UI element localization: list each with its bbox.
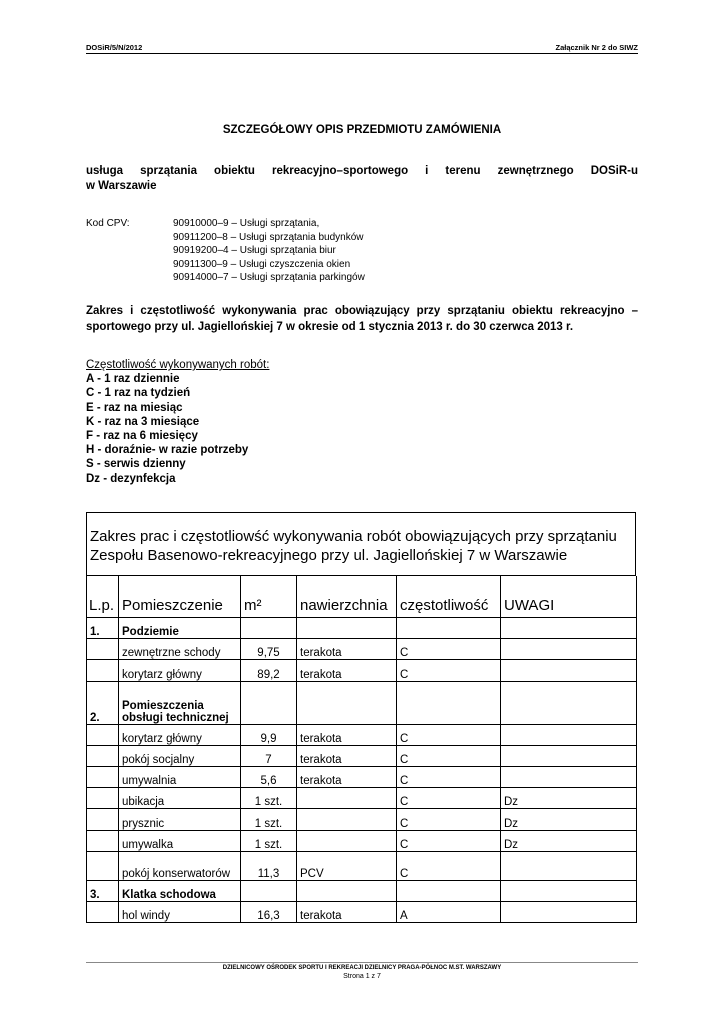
cell-lp xyxy=(87,851,119,880)
page-header xyxy=(86,43,638,54)
cell-room: Podziemie xyxy=(119,618,241,639)
cell-area: 9,9 xyxy=(241,724,297,745)
cell-surface: terakota xyxy=(297,724,397,745)
cell-room: Pomieszczenia obsługi technicznej xyxy=(119,681,241,724)
subject-word: zewnętrznego xyxy=(497,165,574,177)
subject-word: usługa xyxy=(86,165,124,177)
cell-surface: terakota xyxy=(297,901,397,922)
header-notes: UWAGI xyxy=(501,576,637,618)
cell-room: pokój konserwatorów xyxy=(119,851,241,880)
header-surface: nawierzchnia xyxy=(297,576,397,618)
scope-table-wrapper xyxy=(86,512,636,923)
table-row xyxy=(87,660,637,681)
cell-area xyxy=(241,880,297,901)
cell-lp xyxy=(87,745,119,766)
cell-notes: Dz xyxy=(501,788,637,809)
subject-word: i xyxy=(425,165,429,177)
frequency-item: A - 1 raz dziennie xyxy=(86,373,180,386)
cell-surface: terakota xyxy=(297,639,397,660)
cell-frequency: C xyxy=(397,639,501,660)
cell-area xyxy=(241,618,297,639)
cell-frequency xyxy=(397,880,501,901)
scope-statement: Zakres i częstotliwość wykonywania prac obowiązujący przy sprzątaniu obiektu rekreacyjno – sportowego przy ul. Jagiellońskiej 7 w okresie od 1 stycznia 2013 r. do 30 czerwca 2013 r. xyxy=(86,305,638,333)
header-room: Pomieszczenie xyxy=(119,576,241,618)
page-number: Strona 1 z 7 xyxy=(343,973,381,980)
cell-frequency: C xyxy=(397,851,501,880)
cell-surface: terakota xyxy=(297,766,397,787)
cell-notes: Dz xyxy=(501,830,637,851)
frequency-item: K - raz na 3 miesiące xyxy=(86,415,200,428)
frequency-item: E - raz na miesiąc xyxy=(86,401,183,414)
cell-lp: 3. xyxy=(87,880,119,901)
cell-surface: terakota xyxy=(297,745,397,766)
cell-frequency xyxy=(397,681,501,724)
footer-organization: DZIELNICOWY OŚRODEK SPORTU I REKREACJI DZIELNICY PRAGA-PÓŁNOC M.ST. WARSZAWY xyxy=(222,965,502,971)
table-row xyxy=(87,681,637,724)
cell-frequency: C xyxy=(397,724,501,745)
cpv-item: 90914000–7 – Usługi sprzątania parkingów xyxy=(173,272,365,283)
cpv-item: 90919200–4 – Usługi sprzątania biur xyxy=(173,245,336,256)
frequency-item: Dz - dezynfekcja xyxy=(86,472,176,485)
cell-lp: 2. xyxy=(87,681,119,724)
cell-frequency: C xyxy=(397,830,501,851)
cell-notes: Dz xyxy=(501,809,637,830)
cell-room: hol windy xyxy=(119,901,241,922)
cell-lp xyxy=(87,660,119,681)
cell-area: 7 xyxy=(241,745,297,766)
cell-area xyxy=(241,681,297,724)
cell-notes xyxy=(501,851,637,880)
cell-room: Klatka schodowa xyxy=(119,880,241,901)
cell-surface xyxy=(297,618,397,639)
cell-notes xyxy=(501,618,637,639)
cell-notes xyxy=(501,639,637,660)
cell-notes xyxy=(501,766,637,787)
cell-frequency: C xyxy=(397,766,501,787)
table-row xyxy=(87,830,637,851)
frequency-item: H - doraźnie- w razie potrzeby xyxy=(86,444,249,457)
subject-word: DOSiR-u xyxy=(590,165,638,177)
cell-surface xyxy=(297,809,397,830)
cell-notes xyxy=(501,681,637,724)
cell-area: 1 szt. xyxy=(241,830,297,851)
cell-frequency: C xyxy=(397,809,501,830)
rooms-table xyxy=(86,576,637,923)
cell-lp xyxy=(87,830,119,851)
cell-notes xyxy=(501,745,637,766)
rooms-table-body xyxy=(87,576,637,923)
page-title: SZCZEGÓŁOWY OPIS PRZEDMIOTU ZAMÓWIENIA xyxy=(222,124,502,136)
cell-area: 1 szt. xyxy=(241,809,297,830)
cell-room: korytarz główny xyxy=(119,660,241,681)
cell-room: umywalka xyxy=(119,830,241,851)
document-number: DOSiR/5/N/2012 xyxy=(86,43,143,52)
cpv-list xyxy=(173,217,493,285)
header-frequency: częstotliwość xyxy=(397,576,501,618)
cell-room: pokój socjalny xyxy=(119,745,241,766)
table-row xyxy=(87,766,637,787)
table-row xyxy=(87,851,637,880)
page-footer xyxy=(86,962,638,980)
cell-notes xyxy=(501,901,637,922)
table-row xyxy=(87,639,637,660)
cell-area: 1 szt. xyxy=(241,788,297,809)
table-row xyxy=(87,809,637,830)
cell-frequency: C xyxy=(397,745,501,766)
cell-room: ubikacja xyxy=(119,788,241,809)
cell-area: 9,75 xyxy=(241,639,297,660)
cpv-label: Kod CPV: xyxy=(86,218,130,229)
cell-room: prysznic xyxy=(119,809,241,830)
cpv-item: 90910000–9 – Usługi sprzątania, xyxy=(173,218,320,229)
cell-surface xyxy=(297,830,397,851)
cell-lp xyxy=(87,809,119,830)
subject xyxy=(86,164,638,194)
cell-surface: PCV xyxy=(297,851,397,880)
cell-room: zewnętrzne schody xyxy=(119,639,241,660)
cell-surface xyxy=(297,681,397,724)
subject-line-1 xyxy=(86,164,638,179)
cell-room: korytarz główny xyxy=(119,724,241,745)
table-caption-line-2: Zespołu Basenowo-rekreacyjnego przy ul. Jagiellońskiej 7 w Warszawie xyxy=(90,547,568,564)
cell-area: 16,3 xyxy=(241,901,297,922)
frequency-legend xyxy=(86,358,269,486)
frequency-item: F - raz na 6 miesięcy xyxy=(86,430,198,443)
header-area: m² xyxy=(241,576,297,618)
cell-lp xyxy=(87,724,119,745)
table-row xyxy=(87,618,637,639)
table-row xyxy=(87,745,637,766)
frequency-item: C - 1 raz na tydzień xyxy=(86,387,191,400)
cell-frequency xyxy=(397,618,501,639)
cell-frequency: A xyxy=(397,901,501,922)
table-header-row xyxy=(87,576,637,618)
cell-surface xyxy=(297,788,397,809)
header-lp: L.p. xyxy=(87,576,119,618)
subject-word: obiektu xyxy=(214,165,255,177)
cell-area: 5,6 xyxy=(241,766,297,787)
table-caption xyxy=(86,512,636,576)
subject-line-2: w Warszawie xyxy=(86,180,157,192)
frequency-item: S - serwis dzienny xyxy=(86,458,186,471)
table-row xyxy=(87,724,637,745)
table-row xyxy=(87,901,637,922)
cell-area: 89,2 xyxy=(241,660,297,681)
frequency-heading: Częstotliwość wykonywanych robót: xyxy=(86,359,270,371)
table-row xyxy=(87,880,637,901)
subject-word: terenu xyxy=(445,165,481,177)
cell-lp xyxy=(87,766,119,787)
cell-surface xyxy=(297,880,397,901)
attachment-label: Załącznik Nr 2 do SIWZ xyxy=(555,43,638,52)
cell-notes xyxy=(501,660,637,681)
cell-area: 11,3 xyxy=(241,851,297,880)
cell-lp: 1. xyxy=(87,618,119,639)
cell-surface: terakota xyxy=(297,660,397,681)
cell-lp xyxy=(87,639,119,660)
cell-notes xyxy=(501,880,637,901)
cell-room: umywalnia xyxy=(119,766,241,787)
cell-lp xyxy=(87,901,119,922)
cell-lp xyxy=(87,788,119,809)
cpv-item: 90911300–9 – Usługi czyszczenia okien xyxy=(173,258,351,270)
cell-notes xyxy=(501,724,637,745)
subject-word: rekreacyjno–sportowego xyxy=(271,165,409,177)
table-caption-line-1: Zakres prac i częstotliowść wykonywania robót obowiązujących przy sprzątaniu xyxy=(90,528,617,545)
cpv-item: 90911200–8 – Usługi sprzątania budynków xyxy=(173,231,364,243)
table-row xyxy=(87,788,637,809)
cell-frequency: C xyxy=(397,788,501,809)
subject-word: sprzątania xyxy=(140,165,197,177)
cell-frequency: C xyxy=(397,660,501,681)
